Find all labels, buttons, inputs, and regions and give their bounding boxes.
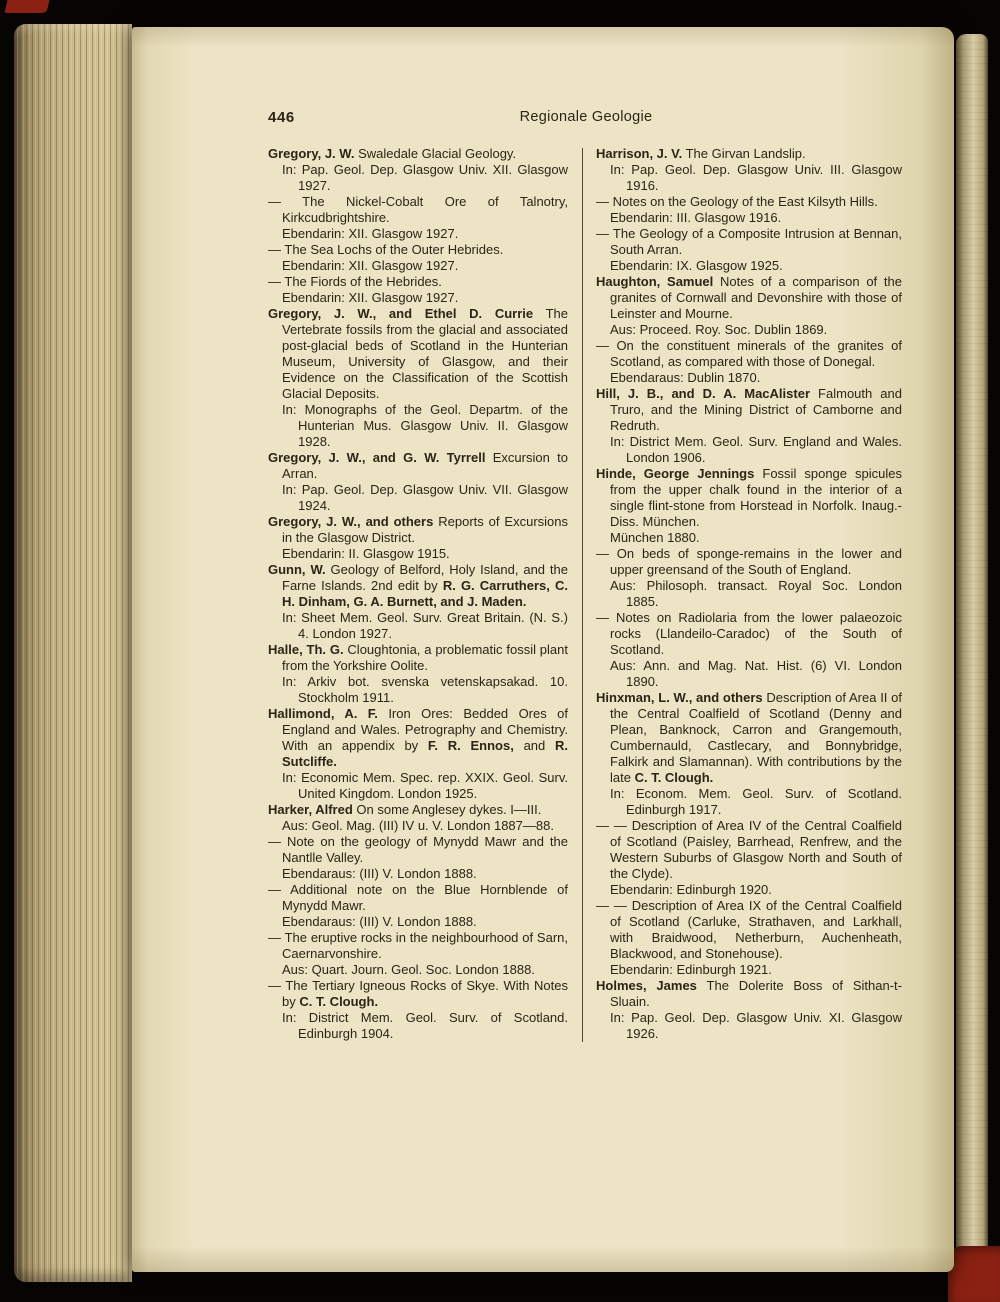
entry-text: Iron Ores: Bedded Ores of England and Wales. Petrography and Chemistry. With an appendix by (282, 706, 568, 753)
author-name: R. Sutcliffe. (282, 738, 568, 769)
entry-reference-line: Ebendarin: II. Glasgow 1915. (282, 546, 450, 561)
entry-text: Falmouth and Truro, and the Mining District of Camborne and Redruth. (610, 386, 902, 433)
bib-entry (596, 818, 902, 898)
entry-title-line (268, 146, 568, 162)
entry-title-line (596, 386, 902, 434)
entry-title-line (268, 274, 568, 290)
entry-text: Swaledale Glacial Geology. (354, 146, 517, 161)
bib-entry (596, 274, 902, 338)
entry-text: The Vertebrate fossils from the glacial and associated post-glacial beds of Scotland in the Hunterian Museum, University of Glasgow, and their Evidence on the Classification of the Scottish Glacial Deposits. (282, 306, 568, 401)
entry-reference-line: In: Sheet Mem. Geol. Surv. Great Britain. (N. S.) 4. London 1927. (282, 610, 568, 641)
entry-title-line (596, 466, 902, 530)
entry-reference-line: Aus: Ann. and Mag. Nat. Hist. (6) VI. London 1890. (610, 658, 902, 689)
entry-text: Notes of a comparison of the granites of Cornwall and Devonshire with those of Leinster and Mourne. (610, 274, 903, 321)
entry-title-line (268, 706, 568, 770)
entry-text: Geology of Belford, Holy Island, and the Farne Islands. 2nd edit by (282, 562, 568, 593)
page-stack-left-edge (14, 24, 132, 1282)
bibliography-columns (268, 146, 904, 1042)
author-name: Harrison, J. V. (596, 146, 683, 161)
author-name: Holmes, James (596, 978, 697, 993)
bib-entry (596, 546, 902, 610)
entry-title-line (596, 274, 902, 322)
entry-reference-line: In: Monographs of the Geol. Departm. of the Hunterian Mus. Glasgow Univ. II. Glasgow 1928. (282, 402, 568, 449)
entry-reference-line: Aus: Geol. Mag. (III) IV u. V. London 1887—88. (282, 818, 554, 833)
column-left (268, 146, 568, 1042)
bib-entry (596, 466, 902, 546)
author-name: Hinxman, L. W., and others (596, 690, 763, 705)
entry-reference-line: München 1880. (610, 530, 700, 545)
entry-text: — Note on the geology of Mynydd Mawr and the Nantlle Valley. (268, 834, 568, 865)
author-name: Haughton, Samuel (596, 274, 714, 289)
author-name: Harker, Alfred (268, 802, 353, 817)
entry-reference-line: In: Economic Mem. Spec. rep. XXIX. Geol. Surv. United Kingdom. London 1925. (282, 770, 568, 801)
author-name: Gregory, J. W., and G. W. Tyrrell (268, 450, 486, 465)
bib-entry (268, 978, 568, 1042)
entry-title-line (596, 146, 902, 162)
entry-title-line (268, 642, 568, 674)
entry-text: Reports of Excursions in the Glasgow District. (282, 514, 568, 545)
bib-entry (268, 274, 568, 306)
entry-title-line (268, 802, 568, 818)
author-name: C. T. Clough. (634, 770, 714, 785)
bib-entry (268, 306, 568, 450)
column-right (596, 146, 902, 1042)
page-stack-right-edge (956, 34, 988, 1296)
bib-entry (268, 194, 568, 242)
entry-text: The Dolerite Boss of Sithan-t-Sluain. (610, 978, 902, 1009)
entry-text: — The Nickel-Cobalt Ore of Talnotry, Kirkcudbrightshire. (268, 194, 568, 225)
entry-reference-line: Ebendarin: XII. Glasgow 1927. (282, 226, 459, 241)
entry-title-line (268, 562, 568, 610)
entry-text: — The Sea Lochs of the Outer Hebrides. (268, 242, 504, 257)
entry-text: — The eruptive rocks in the neighbourhood of Sarn, Caernarvonshire. (268, 930, 568, 961)
page-number: 446 (268, 109, 295, 126)
bib-entry (268, 562, 568, 642)
page-content (132, 27, 954, 1272)
entry-text: Fossil sponge spicules from the upper chalk found in the interior of a single flint-stone from Horstead in Norfolk. Inaug.-Diss. München. (610, 466, 902, 529)
running-title: Regionale Geologie (519, 109, 653, 125)
author-name: F. R. Ennos, (427, 738, 514, 753)
entry-reference-line: Ebendaraus: (III) V. London 1888. (282, 866, 477, 881)
entry-reference-line: Ebendarin: Edinburgh 1921. (610, 962, 772, 977)
entry-text: — The Geology of a Composite Intrusion at Bennan, South Arran. (596, 226, 902, 257)
entry-text: On some Anglesey dykes. I—III. (352, 802, 542, 817)
bib-entry (268, 834, 568, 882)
entry-reference-line: Aus: Philosoph. transact. Royal Soc. London 1885. (610, 578, 902, 609)
entry-text: — The Fiords of the Hebrides. (268, 274, 442, 289)
entry-reference-line: In: Pap. Geol. Dep. Glasgow Univ. XI. Glasgow 1926. (610, 1010, 902, 1041)
column-divider (582, 148, 583, 1042)
entry-text: Excursion to Arran. (282, 450, 568, 481)
entry-title-line (596, 978, 902, 1010)
author-name: Hallimond, A. F. (268, 706, 378, 721)
bib-entry (596, 386, 902, 466)
bib-entry (268, 930, 568, 978)
entry-text: — On the constituent minerals of the granites of Scotland, as compared with those of Donegal. (596, 338, 902, 369)
book-page (132, 27, 954, 1272)
author-name: Hill, J. B., and D. A. MacAlister (596, 386, 810, 401)
entry-title-line (268, 834, 568, 866)
entry-title-line (596, 226, 902, 258)
entry-reference-line: Ebendarin: Edinburgh 1920. (610, 882, 772, 897)
entry-text: — Additional note on the Blue Hornblende of Mynydd Mawr. (268, 882, 568, 913)
entry-title-line (268, 306, 568, 402)
entry-title-line (268, 450, 568, 482)
entry-title-line (268, 242, 568, 258)
entry-reference-line: Ebendarin: XII. Glasgow 1927. (282, 258, 459, 273)
bib-entry (268, 642, 568, 706)
author-name: Gregory, J. W. (268, 146, 355, 161)
entry-title-line (268, 882, 568, 914)
entry-title-line (596, 690, 902, 786)
entry-reference-line: In: Pap. Geol. Dep. Glasgow Univ. XII. Glasgow 1927. (282, 162, 568, 193)
bib-entry (268, 882, 568, 930)
entry-title-line (596, 898, 902, 962)
author-name: Hinde, George Jennings (596, 466, 755, 481)
entry-title-line (596, 194, 902, 210)
bib-entry (596, 338, 902, 386)
entry-reference-line: Aus: Proceed. Roy. Soc. Dublin 1869. (610, 322, 828, 337)
book-cover-corner-top-left (4, 0, 49, 13)
entry-title-line (268, 514, 568, 546)
bib-entry (596, 898, 902, 978)
entry-title-line (596, 546, 902, 578)
author-name: R. G. Carruthers, C. H. Dinham, G. A. Burnett, and J. Maden. (282, 578, 569, 609)
entry-text: — The Tertiary Igneous Rocks of Skye. With Notes by (268, 978, 568, 1009)
bib-entry (268, 450, 568, 514)
entry-text: — Notes on Radiolaria from the lower palaeozoic rocks (Llandeilo-Caradoc) of the South of Scotland. (596, 610, 902, 657)
entry-reference-line: Ebendaraus: (III) V. London 1888. (282, 914, 477, 929)
author-name: Gunn, W. (268, 562, 326, 577)
bib-entry (268, 802, 568, 834)
entry-title-line (268, 978, 568, 1010)
entry-title-line (268, 930, 568, 962)
entry-text: — Notes on the Geology of the East Kilsyth Hills. (596, 194, 878, 209)
bib-entry (596, 146, 902, 194)
entry-text: Cloughtonia, a problematic fossil plant from the Yorkshire Oolite. (282, 642, 568, 673)
bib-entry (596, 610, 902, 690)
bib-entry (268, 514, 568, 562)
bib-entry (596, 226, 902, 274)
entry-title-line (596, 338, 902, 370)
author-name: Gregory, J. W., and others (268, 514, 434, 529)
book-cover-corner-bottom-right (948, 1246, 1000, 1302)
entry-text: Description of Area II of the Central Coalfield of Scotland (Denny and Plean, Banknock, Carron and Grangemouth, Cumbernauld, Castlecary, and Bonnybridge, Falkirk and Slamannan). With contributions by the late (610, 690, 902, 785)
entry-reference-line: In: Pap. Geol. Dep. Glasgow Univ. III. Glasgow 1916. (610, 162, 902, 193)
entry-reference-line: In: District Mem. Geol. Surv. England and Wales. London 1906. (610, 434, 902, 465)
entry-reference-line: Ebendarin: IX. Glasgow 1925. (610, 258, 783, 273)
bib-entry (596, 690, 902, 818)
entry-reference-line: Ebendaraus: Dublin 1870. (610, 370, 761, 385)
bib-entry (596, 978, 902, 1042)
entry-reference-line: Ebendarin: XII. Glasgow 1927. (282, 290, 459, 305)
author-name: Halle, Th. G. (268, 642, 344, 657)
author-name: Gregory, J. W., and Ethel D. Currie (268, 306, 534, 321)
entry-reference-line: In: Arkiv bot. svenska vetenskapsakad. 10. Stockholm 1911. (282, 674, 568, 705)
bib-entry (596, 194, 902, 226)
entry-reference-line: In: Econom. Mem. Geol. Surv. of Scotland. Edinburgh 1917. (610, 786, 902, 817)
bib-entry (268, 146, 568, 194)
bib-entry (268, 706, 568, 802)
entry-reference-line: In: Pap. Geol. Dep. Glasgow Univ. VII. Glasgow 1924. (282, 482, 568, 513)
entry-title-line (596, 610, 902, 658)
entry-reference-line: Ebendarin: III. Glasgow 1916. (610, 210, 782, 225)
entry-reference-line: In: District Mem. Geol. Surv. of Scotland. Edinburgh 1904. (282, 1010, 568, 1041)
page-header (268, 109, 904, 129)
entry-text: The Girvan Landslip. (682, 146, 806, 161)
entry-text: — — Description of Area IX of the Central Coalfield of Scotland (Carluke, Strathaven, and Larkhall, with Braidwood, Netherburn, Auchenheath, Blackwood, and Stonehouse). (596, 898, 902, 961)
entry-text: — On beds of sponge-remains in the lower and upper greensand of the South of England. (596, 546, 902, 577)
entry-text: — — Description of Area IV of the Central Coalfield of Scotland (Paisley, Barrhead, Renfrew, and the Western Suburbs of Glasgow North and South of the Clyde). (596, 818, 902, 881)
entry-text: and (513, 738, 555, 753)
author-name: C. T. Clough. (299, 994, 379, 1009)
entry-title-line (596, 818, 902, 882)
entry-reference-line: Aus: Quart. Journ. Geol. Soc. London 1888. (282, 962, 535, 977)
entry-title-line (268, 194, 568, 226)
bib-entry (268, 242, 568, 274)
